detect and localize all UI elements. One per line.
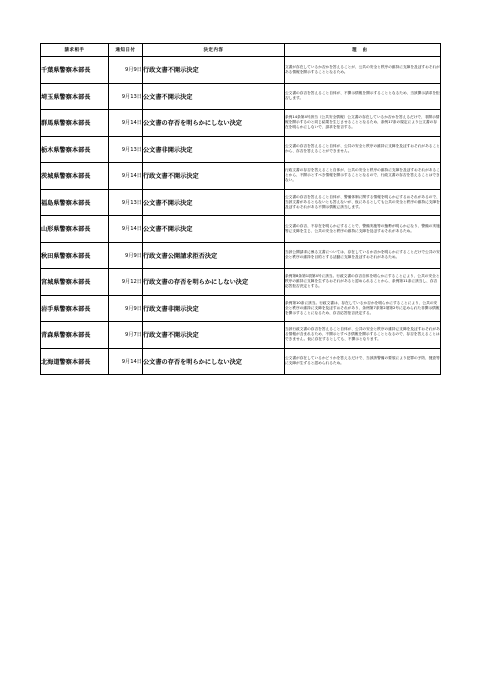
agency-cell: 群馬県警察本部長	[41, 110, 109, 137]
decision-cell: 行政文書の存否を明らかにしない決定	[143, 269, 285, 296]
agency-cell: 山形県警察本部長	[41, 216, 109, 243]
reason-cell: 公文書の存否、不存在を明らかにすることで、警備実施等の態勢が明らかになり、警備の実施等に支障を生じ、公共の安全と秩序の維持に支障を及ぼすおそれがあるため。	[285, 216, 441, 243]
decision-cell: 公文書不開示決定	[143, 83, 285, 110]
date-cell: 9月14日	[109, 110, 143, 137]
reason-cell: 文書が存在しているか否かを答えることが、公共の安全と秩序の維持に支障を及ぼすおそれがある情報を開示することとなるため。	[285, 57, 441, 84]
agency-cell: 北海道警察本部長	[41, 348, 109, 375]
agency-cell: 栃木県警察本部長	[41, 136, 109, 163]
agency-cell: 埼玉県警察本部長	[41, 83, 109, 110]
reason-cell: 当該行政文書の存否を答えること自体が、公共の安全と秩序の維持に支障を及ぼすおそれがある情報が含まれるため、不開示とすべき情報を開示することとなるので、存否を答えることはできません。仮に存在するとしても、不開示となります。	[285, 322, 441, 349]
table-row	[41, 295, 441, 322]
table-header-row	[41, 44, 441, 57]
date-cell: 9月9日	[109, 57, 143, 84]
date-cell: 9月14日	[109, 348, 143, 375]
table-row	[41, 216, 441, 243]
reason-cell: 条例第10条に該当。行政文書は、存在しているか否かを明らかにすることにより、公共の安全と秩序の維持に支障を及ぼすおそれがあり、条例第7条第2項第2号に定められた非開示情報を開示することになるため、存否応答拒否決定する。	[285, 295, 441, 322]
header-reason: 理由	[285, 44, 441, 57]
table-row	[41, 322, 441, 349]
reason-cell: 当該公開請求に係る文書については、存在しているか否かを明らかにすることだけで公共の安全と秩序の維持を目的とする活動に支障を及ぼすおそれがあるため。	[285, 242, 441, 269]
date-cell: 9月12日	[109, 269, 143, 296]
date-cell: 9月13日	[109, 189, 143, 216]
agency-cell: 青森県警察本部長	[41, 322, 109, 349]
table-row	[41, 269, 441, 296]
table-row	[41, 136, 441, 163]
table-row	[41, 110, 441, 137]
decision-cell: 行政文書不開示決定	[143, 322, 285, 349]
decision-cell: 公文書の存否を明らかにしない決定	[143, 110, 285, 137]
table-row	[41, 348, 441, 375]
date-cell: 9月7日	[109, 322, 143, 349]
decision-cell: 公文書非開示決定	[143, 136, 285, 163]
decision-cell: 公文書不開示決定	[143, 189, 285, 216]
agency-cell: 千葉県警察本部長	[41, 57, 109, 84]
header-date: 通知日付	[109, 44, 143, 57]
decision-cell: 行政文書不開示決定	[143, 57, 285, 84]
date-cell: 9月14日	[109, 163, 143, 190]
decision-cell: 公文書の存否を明らかにしない決定	[143, 348, 285, 375]
date-cell: 9月13日	[109, 83, 143, 110]
date-cell: 9月9日	[109, 242, 143, 269]
reason-cell: 公文書の存否を答えること自体が、公共の安全と秩序の維持に支障を及ぼすおそれがあることから、存否を答えることができません。	[285, 136, 441, 163]
agency-cell: 秋田県警察本部長	[41, 242, 109, 269]
date-cell: 9月14日	[109, 216, 143, 243]
agency-cell: 福島県警察本部長	[41, 189, 109, 216]
date-cell: 9月9日	[109, 295, 143, 322]
reason-cell: 公文書が存在しているかどうかを答えるだけで、当該該警備の要領により犯罪の予防、捜査等に支障が生ずると認められるため。	[285, 348, 441, 375]
table-row	[41, 83, 441, 110]
table-row	[41, 242, 441, 269]
reason-cell: 公文書の存否を答えること自体が、不開示情報を開示することとなるため、当該開示請求を拒否します。	[285, 83, 441, 110]
table-row	[41, 163, 441, 190]
decision-cell: 公文書不開示決定	[143, 216, 285, 243]
reason-cell: 行政文書の存否を答えること自体が、公共の安全と秩序の維持に支障を及ぼすおそれがあることから、不開示とすべき情報を開示することとなるので、行政文書の存否を答えることはできない。	[285, 163, 441, 190]
agency-cell: 茨城県警察本部長	[41, 163, 109, 190]
header-agency: 請求相手	[41, 44, 109, 57]
reason-cell: 公文書の存否を答えること自体が、警備体制に関する情報を明らかにするおそれがあるので、当該文書があるともないとも答えないが、仮にあるとしても公共の安全と秩序の維持に支障を及ぼすおそれがある不開示情報に該当します。	[285, 189, 441, 216]
reason-cell: 条例第8条第1項第4号に該当。行政文書の存否自体を明らかにすることにより、公共の安全と秩序の維持に支障を生ずるおそれがあると認められることから、条例第11条に該当し、存否応答拒否決定とする。	[285, 269, 441, 296]
decision-cell: 行政文書不開示決定	[143, 163, 285, 190]
decision-cell: 行政文書非開示決定	[143, 295, 285, 322]
decision-cell: 行政文書公開請求拒否決定	[143, 242, 285, 269]
table-row	[41, 189, 441, 216]
agency-cell: 宮城県警察本部長	[41, 269, 109, 296]
header-decision: 決定内容	[143, 44, 285, 57]
agency-cell: 岩手県警察本部長	[41, 295, 109, 322]
date-cell: 9月13日	[109, 136, 143, 163]
table-row	[41, 57, 441, 84]
request-results-table	[40, 43, 441, 375]
reason-cell: 条例14条第4号該当（公共安全情報）公文書の存在しているか否かを答えるだけで、非開示情報を開示するのと同じ結果を生じさせることとなるため、条例17条の規定により公文書の存在を明らかにしないで、請求を拒否する。	[285, 110, 441, 137]
